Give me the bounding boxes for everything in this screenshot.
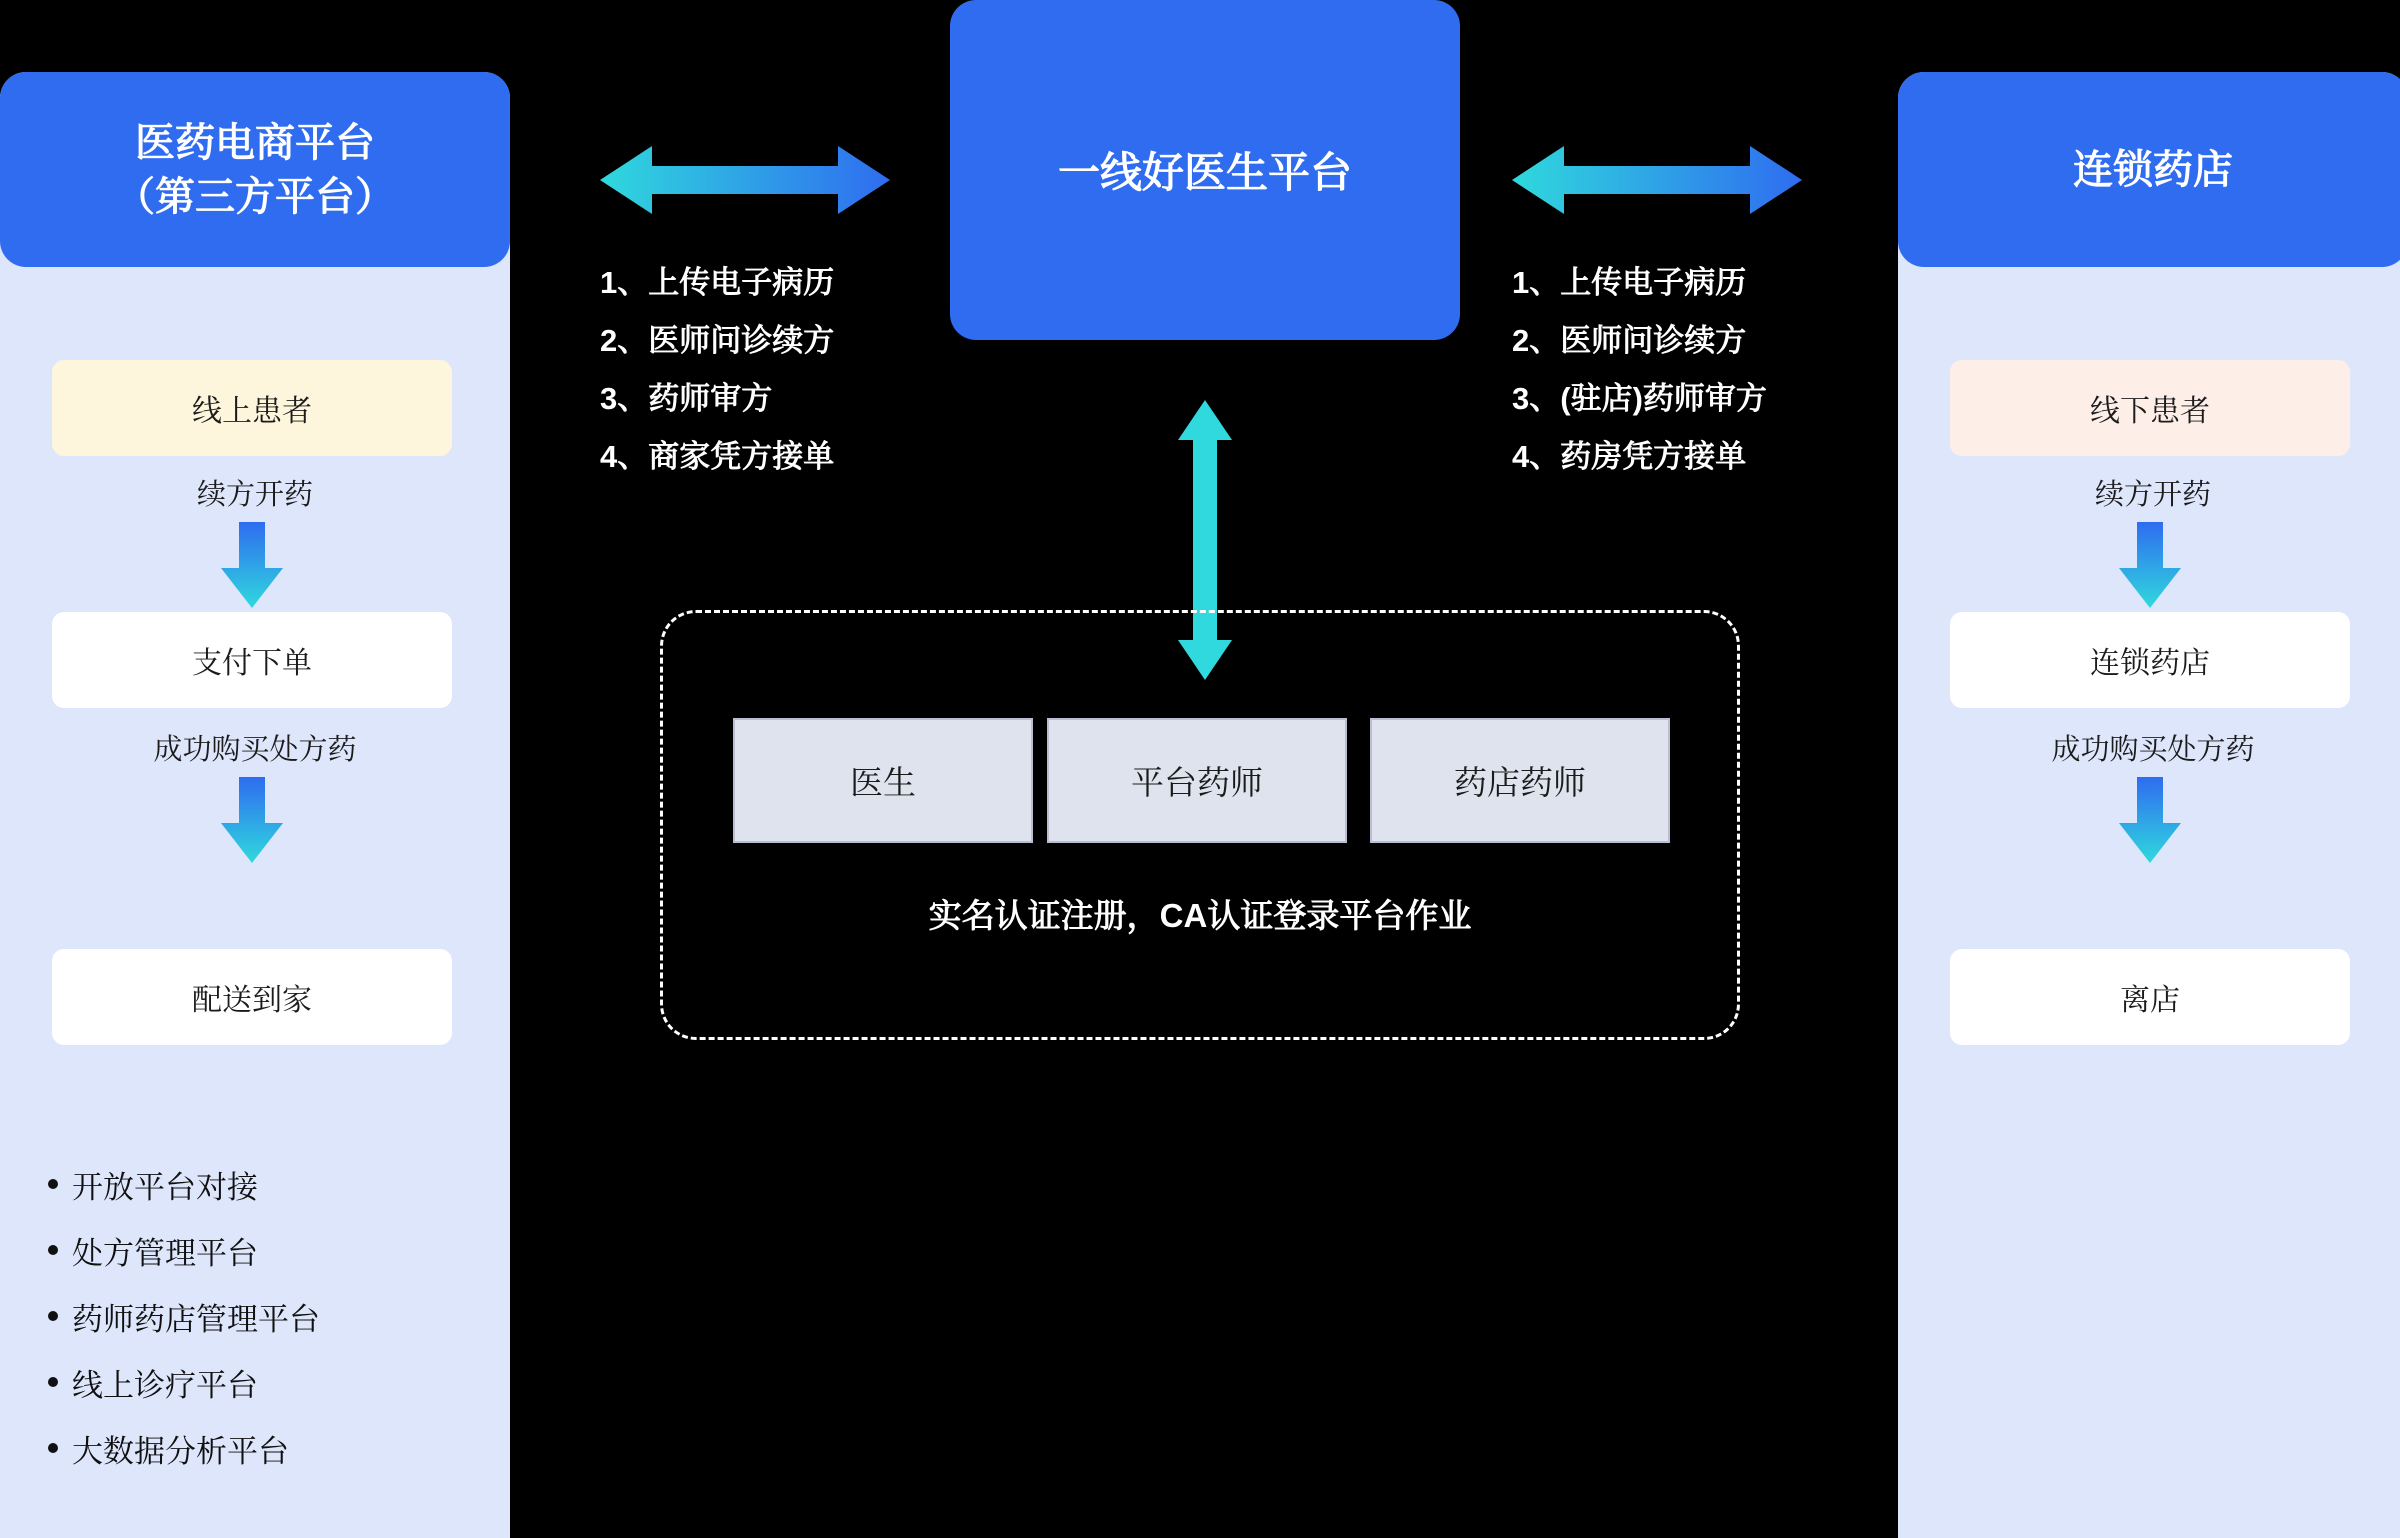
right-bidirectional-arrow-icon [1512, 140, 1802, 225]
left-column-panel [0, 72, 510, 1538]
left-flow-step-1: 1、上传电子病历 [600, 265, 835, 300]
certification-caption: 实名认证注册，CA认证登录平台作业 [928, 897, 1472, 934]
right-flow-step-2: 2、医师问诊续方 [1512, 322, 1747, 358]
right-step-box-3: 离店 [1950, 949, 2350, 1045]
list-item [40, 1294, 490, 1339]
left-bullet-list [40, 1162, 490, 1492]
right-step-label-2: 成功购买处方药 [2051, 734, 2255, 766]
bullet-dot-icon [48, 1311, 58, 1321]
left-flow-step-4: 4、商家凭方接单 [600, 438, 835, 474]
left-panel-header [0, 72, 510, 267]
right-step-box-1: 线下患者 [1950, 360, 2350, 456]
center-platform-box: 一线好医生平台 [950, 0, 1460, 340]
left-flow-step-2: 2、医师问诊续方 [600, 322, 835, 358]
bullet-label: 药师药店管理平台 [72, 1302, 320, 1337]
left-step-label-2: 成功购买处方药 [153, 734, 357, 766]
list-item [40, 1426, 490, 1471]
list-item [40, 1360, 490, 1405]
role-box-store-pharmacist: 药店药师 [1370, 718, 1670, 843]
right-flow-step-3: 3、(驻店)药师审方 [1512, 380, 1767, 416]
bullet-dot-icon [48, 1179, 58, 1189]
right-step-box-2: 连锁药店 [1950, 612, 2350, 708]
left-panel-header-line2: （第三方平台） [115, 174, 395, 219]
left-panel-header-line1: 医药电商平台 [135, 120, 375, 165]
right-down-arrow-1 [2119, 522, 2181, 608]
right-flow-step-4: 4、药房凭方接单 [1512, 438, 1747, 474]
left-step-box-1: 线上患者 [52, 360, 452, 456]
bullet-dot-icon [48, 1377, 58, 1387]
left-step-box-3: 配送到家 [52, 949, 452, 1045]
left-down-arrow-1 [221, 522, 283, 608]
left-flow-steps-list [600, 262, 834, 493]
bullet-label: 处方管理平台 [72, 1236, 258, 1271]
right-panel-header-line1: 连锁药店 [2073, 147, 2233, 192]
left-step-box-2: 支付下单 [52, 612, 452, 708]
right-flow-step-1: 1、上传电子病历 [1512, 265, 1747, 300]
list-item [40, 1228, 490, 1273]
role-box-platform-pharmacist: 平台药师 [1047, 718, 1347, 843]
bullet-label: 线上诊疗平台 [72, 1368, 258, 1403]
role-box-doctor: 医生 [733, 718, 1033, 843]
left-down-arrow-2 [221, 777, 283, 863]
right-step-label-1: 续方开药 [2094, 479, 2211, 511]
bullet-label: 开放平台对接 [72, 1170, 258, 1205]
list-item [40, 1162, 490, 1207]
left-bidirectional-arrow-icon [600, 140, 890, 225]
bullet-dot-icon [48, 1443, 58, 1453]
right-flow-steps-list [1512, 262, 1767, 493]
right-column-panel [1898, 72, 2400, 1538]
bullet-label: 大数据分析平台 [72, 1434, 289, 1469]
right-panel-header [1898, 72, 2400, 267]
right-down-arrow-2 [2119, 777, 2181, 863]
left-flow-step-3: 3、药师审方 [600, 380, 773, 416]
bullet-dot-icon [48, 1245, 58, 1255]
left-step-label-1: 续方开药 [196, 479, 313, 511]
